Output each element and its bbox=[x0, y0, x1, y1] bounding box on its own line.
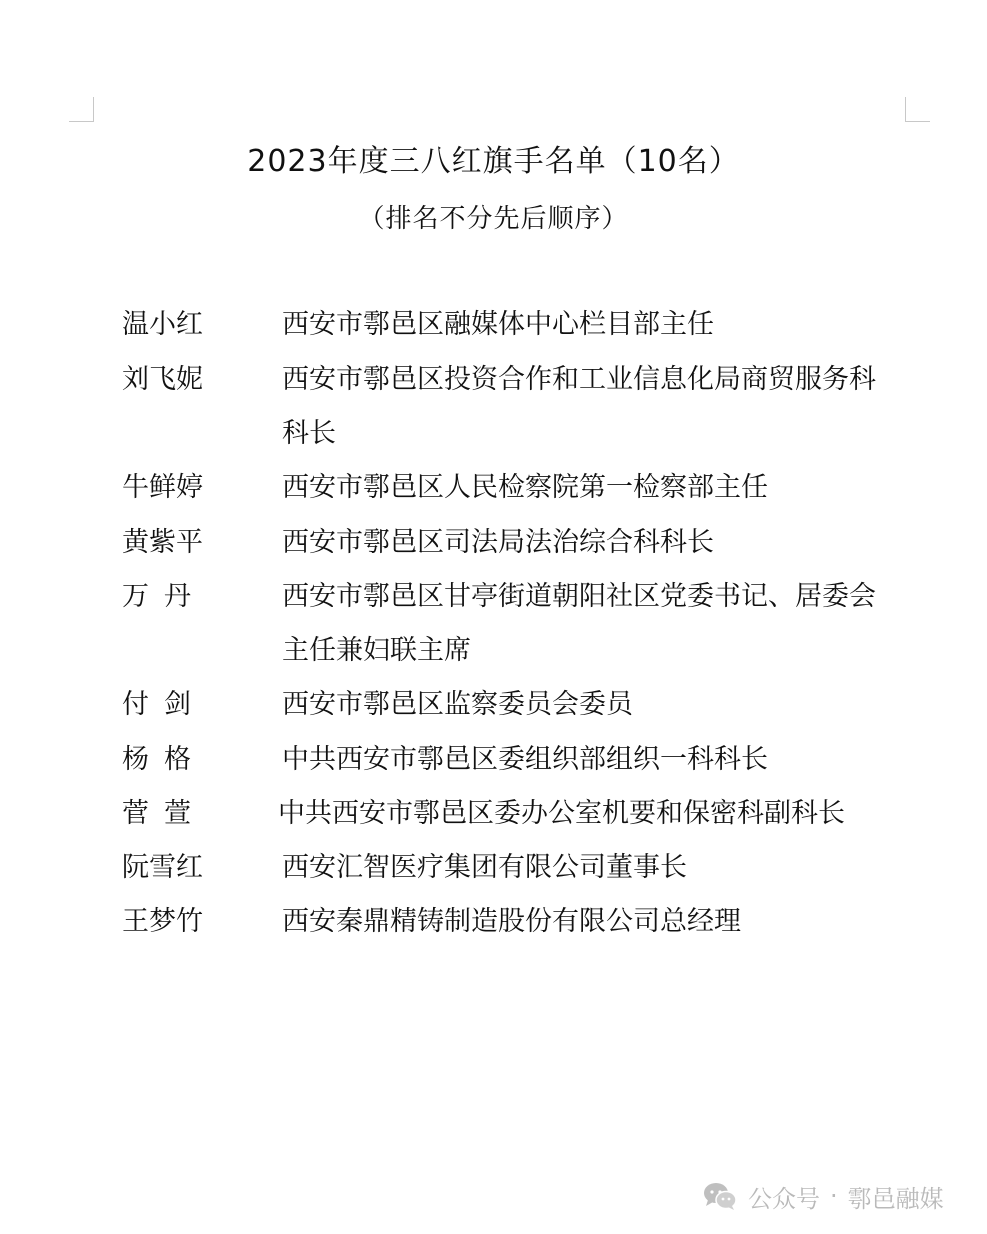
honoree-position: 西安市鄠邑区人民检察院第一检察部主任 bbox=[282, 472, 768, 503]
honoree-position: 中共西安市鄠邑区委办公室机要和保密科副科长 bbox=[278, 798, 845, 829]
honoree-position: 西安汇智医疗集团有限公司董事长 bbox=[282, 852, 687, 883]
document-title: 2023年度三八红旗手名单（10名） bbox=[247, 144, 740, 179]
honoree-position: 西安市鄠邑区融媒体中心栏目部主任 bbox=[282, 309, 714, 340]
honoree-name: 阮雪红 bbox=[122, 852, 203, 883]
honoree-name: 温小红 bbox=[122, 309, 203, 340]
honoree-position: 西安秦鼎精铸制造股份有限公司总经理 bbox=[282, 906, 741, 937]
watermark-label: 公众号 bbox=[748, 1184, 820, 1213]
honoree-position: 西安市鄠邑区司法局法治综合科科长 bbox=[282, 527, 714, 558]
honoree-name: 杨格 bbox=[122, 744, 206, 775]
honoree-position: 中共西安市鄠邑区委组织部组织一科科长 bbox=[282, 744, 768, 775]
honoree-name: 牛鲜婷 bbox=[122, 472, 203, 503]
honoree-position: 西安市鄠邑区监察委员会委员 bbox=[282, 689, 633, 720]
document-subtitle: （排名不分先后顺序） bbox=[358, 204, 629, 234]
watermark-account: 鄠邑融媒 bbox=[847, 1184, 944, 1213]
honoree-position: 西安市鄠邑区投资合作和工业信息化局商贸服务科科长 bbox=[282, 364, 876, 449]
watermark-separator: · bbox=[830, 1182, 838, 1210]
source-watermark bbox=[702, 1178, 944, 1214]
honoree-name: 付剑 bbox=[122, 689, 206, 720]
wechat-icon bbox=[702, 1181, 738, 1211]
honoree-name: 刘飞妮 bbox=[122, 364, 203, 395]
honoree-name: 王梦竹 bbox=[122, 906, 203, 937]
honoree-name: 黄紫平 bbox=[122, 527, 203, 558]
honoree-name: 菅萱 bbox=[122, 798, 206, 829]
honoree-name: 万丹 bbox=[122, 581, 206, 612]
honoree-position: 西安市鄠邑区甘亭街道朝阳社区党委书记、居委会主任兼妇联主席 bbox=[282, 581, 876, 666]
